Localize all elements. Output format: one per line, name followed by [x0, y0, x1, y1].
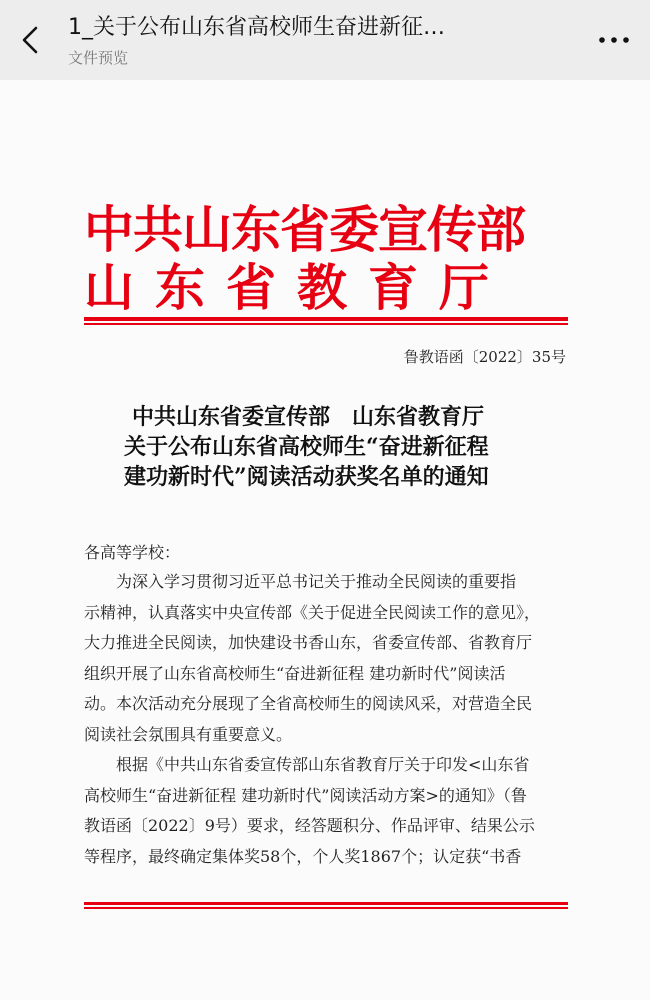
document-number: 鲁教语函〔2022〕35号 — [403, 348, 566, 366]
issuing-org-line-1: 中共山东省委宣传部 — [84, 200, 525, 259]
more-button[interactable] — [594, 26, 634, 54]
body-line: 动。本次活动充分展现了全省高校师生的阅读风采，对营造全民 — [84, 694, 533, 713]
issuing-org-line-2: 山东省教育厅 — [84, 258, 510, 317]
document-title — [84, 402, 568, 492]
title-line: 建功新时代”阅读活动获奖名单的通知 — [124, 464, 489, 490]
document-page[interactable] — [0, 80, 650, 1000]
body-line: 大力推进全民阅读，加快建设书香山东，省委宣传部、省教育厅 — [84, 633, 533, 652]
top-bar — [0, 0, 650, 80]
salutation: 各高等学校： — [84, 543, 181, 562]
title-line: 关于公布山东省高校师生“奋进新征程 — [124, 434, 489, 460]
document-body — [84, 567, 568, 872]
body-line: 组织开展了山东省高校师生“奋进新征程 建功新时代”阅读活 — [84, 663, 506, 683]
red-footer-rule-thin — [84, 907, 568, 909]
title-line: 中共山东省委宣传部 山东省教育厅 — [132, 404, 485, 430]
body-line: 阅读社会氛围具有重要意义。 — [84, 724, 293, 744]
red-header-rule — [84, 317, 568, 321]
body-line: 教语函〔2022〕9号）要求，经答题积分、作品评审、结果公示 — [84, 816, 535, 835]
back-button[interactable] — [14, 22, 50, 58]
body-line: 高校师生“奋进新征程 建功新时代”阅读活动方案>的通知》（鲁 — [84, 785, 527, 805]
red-header-rule-thin — [84, 323, 568, 325]
body-line: 示精神，认真落实中央宣传部《关于促进全民阅读工作的意见》， — [84, 602, 541, 622]
body-line: 根据《中共山东省委宣传部山东省教育厅关于印发<山东省 — [116, 755, 530, 774]
body-line: 为深入学习贯彻习近平总书记关于推动全民阅读的重要指 — [116, 572, 517, 591]
chevron-left-icon — [14, 22, 50, 58]
red-footer-rule — [84, 902, 568, 905]
more-dots-icon — [594, 26, 634, 54]
body-line: 等程序，最终确定集体奖58个，个人奖1867个；认定获“书香 — [84, 846, 522, 866]
file-preview-label: 文件预览 — [68, 49, 129, 67]
file-title: 1_关于公布山东省高校师生奋进新征… — [68, 15, 445, 40]
